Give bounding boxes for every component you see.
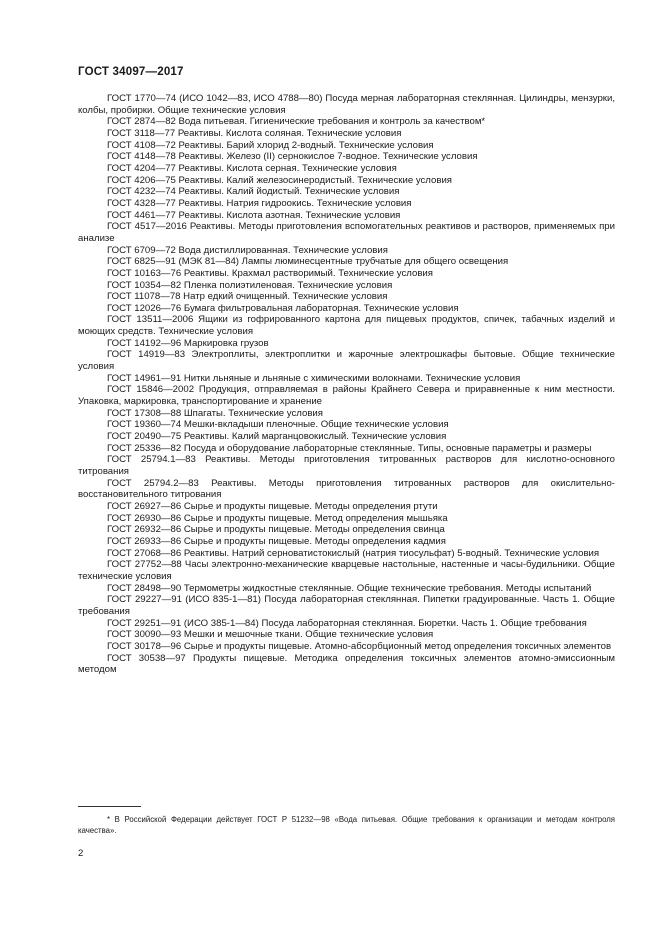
reference-item: ГОСТ 28498—90 Термометры жидкостные стеклянные. Общие технические требования. Методы испытаний bbox=[107, 582, 592, 594]
reference-item: ГОСТ 25794.1—83 Реактивы. Методы приготовления титрованных растворов для кислотно-основного титрования bbox=[78, 454, 615, 477]
reference-item: ГОСТ 27752—88 Часы электронно-механические кварцевые настольные, настенные и часы-будильники. Общие технические условия bbox=[78, 559, 615, 582]
page-header: ГОСТ 34097—2017 bbox=[78, 66, 184, 78]
reference-item: ГОСТ 25794.2—83 Реактивы. Методы приготовления титрованных растворов для окислительно-восстановительного титрования bbox=[78, 477, 615, 501]
footnote-divider bbox=[78, 806, 141, 807]
reference-item: ГОСТ 19360—74 Мешки-вкладыши пленочные. Общие технические условия bbox=[107, 419, 449, 431]
reference-item: ГОСТ 10354—82 Пленка полиэтиленовая. Технические условия bbox=[107, 279, 393, 291]
reference-item: ГОСТ 26930—86 Сырье и продукты пищевые. Метод определения мышьяка bbox=[107, 512, 448, 524]
reference-item: ГОСТ 11078—78 Натр едкий очищенный. Технические условия bbox=[107, 291, 388, 303]
reference-item: ГОСТ 1770—74 (ИСО 1042—83, ИСО 4788—80) Посуда мерная лабораторная стеклянная. Цилиндры, мензурки, колбы, пробирки. Общие технические условия bbox=[78, 93, 615, 116]
reference-item: ГОСТ 14961—91 Нитки льняные и льняные с химическими волокнами. Технические условия bbox=[107, 372, 521, 384]
footnote: * В Российской Федерации действует ГОСТ Р 51232—98 «Вода питьевая. Общие требования к организации и методам контроля качества». bbox=[78, 815, 615, 836]
reference-item: ГОСТ 30178—96 Сырье и продукты пищевые. Атомно-абсорбционный метод определения токсичных элементов bbox=[107, 640, 612, 652]
reference-item: ГОСТ 4232—74 Реактивы. Калий йодистый. Технические условия bbox=[107, 186, 400, 198]
normative-references-list bbox=[78, 93, 615, 676]
reference-item: ГОСТ 4204—77 Реактивы. Кислота серная. Технические условия bbox=[107, 162, 397, 174]
reference-item: ГОСТ 25336—82 Посуда и оборудование лабораторные стеклянные. Типы, основные параметры и размеры bbox=[107, 442, 592, 454]
reference-item: ГОСТ 30090—93 Мешки и мешочные ткани. Общие технические условия bbox=[107, 629, 434, 641]
reference-item: ГОСТ 20490—75 Реактивы. Калий марганцовокислый. Технические условия bbox=[107, 431, 447, 443]
reference-item: ГОСТ 2874—82 Вода питьевая. Гигиенические требования и контроль за качеством* bbox=[107, 116, 486, 128]
reference-item: ГОСТ 26933—86 Сырье и продукты пищевые. Методы определения кадмия bbox=[107, 535, 446, 547]
reference-item: ГОСТ 17308—88 Шпагаты. Технические условия bbox=[107, 407, 323, 419]
reference-item: ГОСТ 14192—96 Маркировка грузов bbox=[107, 337, 269, 349]
reference-item: ГОСТ 13511—2006 Ящики из гофрированного картона для пищевых продуктов, спичек, табачных изделий и моющих средств. Технические условия bbox=[78, 314, 615, 338]
page-number: 2 bbox=[78, 848, 84, 859]
reference-item: ГОСТ 29227—91 (ИСО 835-1—81) Посуда лабораторная стеклянная. Пипетки градуированные. Часть 1. Общие требования bbox=[78, 594, 615, 617]
reference-item: ГОСТ 4108—72 Реактивы. Барий хлорид 2-водный. Технические условия bbox=[107, 139, 434, 151]
reference-item: ГОСТ 14919—83 Электроплиты, электроплитки и жарочные электрошкафы бытовые. Общие технические условия bbox=[78, 349, 615, 373]
reference-item: ГОСТ 26927—86 Сырье и продукты пищевые. Методы определения ртути bbox=[107, 500, 438, 512]
reference-item: ГОСТ 12026—76 Бумага фильтровальная лабораторная. Технические условия bbox=[107, 302, 459, 314]
reference-item: ГОСТ 27068—86 Реактивы. Натрий серноватистокислый (натрия тиосульфат) 5-водный. Технические условия bbox=[107, 547, 600, 559]
reference-item: ГОСТ 6825—91 (МЭК 81—84) Лампы люминесцентные трубчатые для общего освещения bbox=[107, 256, 509, 268]
reference-item: ГОСТ 15846—2002 Продукция, отправляемая в районы Крайнего Севера и приравненные к ним местности. Упаковка, маркировка, транспортирование и хранение bbox=[78, 384, 615, 408]
reference-item: ГОСТ 4461—77 Реактивы. Кислота азотная. Технические условия bbox=[107, 209, 401, 221]
reference-item: ГОСТ 4517—2016 Реактивы. Методы приготовления вспомогательных реактивов и растворов, применяемых при анализе bbox=[78, 221, 615, 244]
reference-item: ГОСТ 4206—75 Реактивы. Калий железосинеродистый. Технические условия bbox=[107, 174, 452, 186]
reference-item: ГОСТ 3118—77 Реактивы. Кислота соляная. Технические условия bbox=[107, 127, 402, 139]
reference-item: ГОСТ 4148—78 Реактивы. Железо (II) сернокислое 7-водное. Технические условия bbox=[107, 151, 478, 163]
reference-item: ГОСТ 6709—72 Вода дистиллированная. Технические условия bbox=[107, 244, 388, 256]
reference-item: ГОСТ 10163—76 Реактивы. Крахмал растворимый. Технические условия bbox=[107, 267, 433, 279]
reference-item: ГОСТ 4328—77 Реактивы. Натрия гидроокись. Технические условия bbox=[107, 197, 412, 209]
reference-item: ГОСТ 29251—91 (ИСО 385-1—84) Посуда лабораторная стеклянная. Бюретки. Часть 1. Общие требования bbox=[107, 617, 587, 629]
reference-item: ГОСТ 26932—86 Сырье и продукты пищевые. Методы определения свинца bbox=[107, 524, 445, 536]
reference-item: ГОСТ 30538—97 Продукты пищевые. Методика определения токсичных элементов атомно-эмиссионным методом bbox=[78, 652, 615, 676]
